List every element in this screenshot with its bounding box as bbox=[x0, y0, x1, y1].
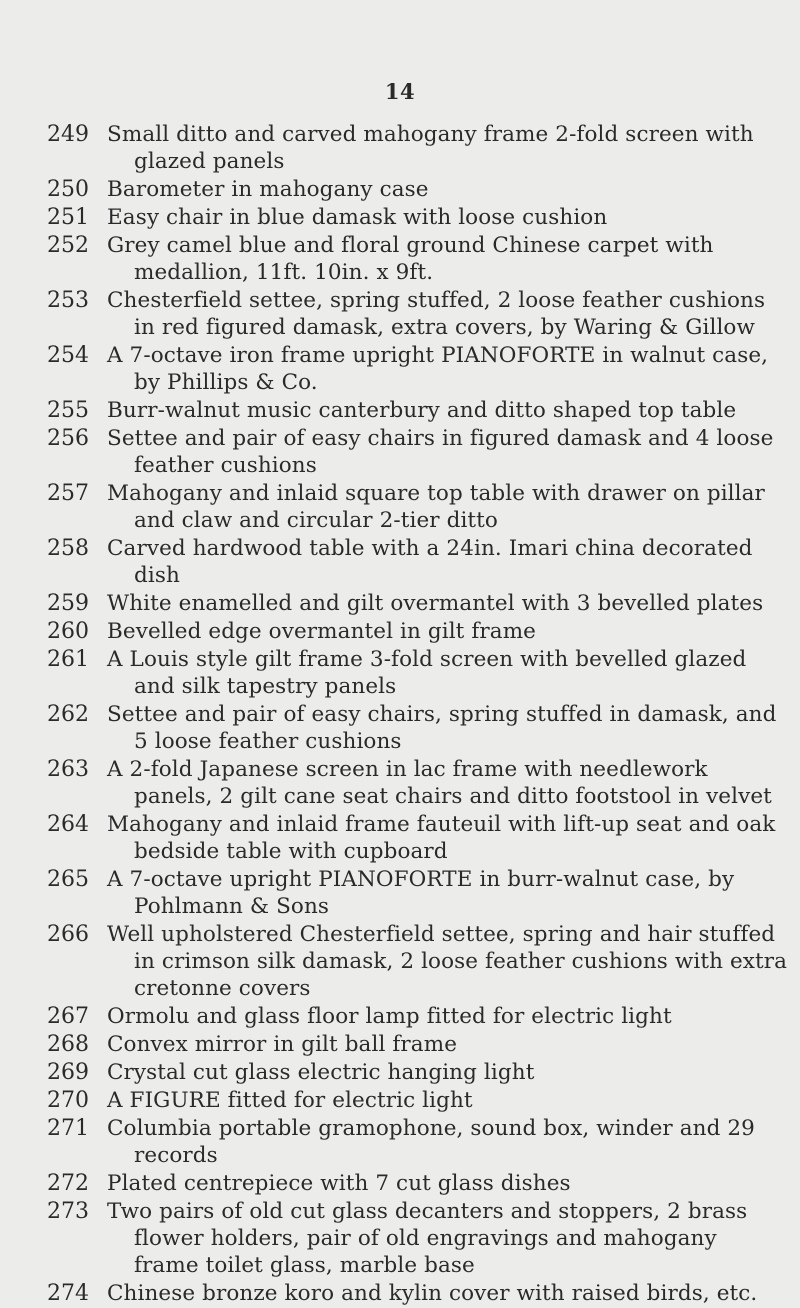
lot-description: Ormolu and glass floor lamp fitted for electric light bbox=[107, 1004, 672, 1029]
lot-description: Chesterfield settee, spring stuffed, 2 loose feather cushions in red figured damask, extra covers, by Waring & Gillow bbox=[107, 288, 766, 340]
lot-description: Plated centrepiece with 7 cut glass dishes bbox=[107, 1171, 571, 1196]
lot-description: White enamelled and gilt overmantel with 3 bevelled plates bbox=[107, 591, 764, 616]
lot-number: 251 bbox=[47, 205, 89, 230]
lot-description: Grey camel blue and floral ground Chinese carpet with medallion, 11ft. 10in. x 9ft. bbox=[107, 233, 714, 285]
lot-description: A FIGURE fitted for electric light bbox=[107, 1088, 473, 1113]
lot-entry bbox=[0, 342, 800, 396]
lot-entry bbox=[0, 425, 800, 479]
lot-number: 269 bbox=[47, 1060, 89, 1085]
lot-entry bbox=[0, 921, 800, 1002]
lot-entry bbox=[0, 1170, 800, 1197]
lot-entry bbox=[0, 590, 800, 617]
lot-number: 254 bbox=[47, 343, 89, 368]
lot-entry bbox=[0, 701, 800, 755]
lot-description: Two pairs of old cut glass decanters and stoppers, 2 brass flower holders, pair of old engravings and mahogany frame toilet glass, marble base bbox=[107, 1199, 748, 1278]
lot-entry bbox=[0, 232, 800, 286]
lot-number: 249 bbox=[47, 122, 89, 147]
lot-number: 257 bbox=[47, 481, 89, 506]
lot-entry bbox=[0, 204, 800, 231]
lot-description: A 2-fold Japanese screen in lac frame with needlework panels, 2 gilt cane seat chairs and ditto footstool in velvet bbox=[107, 757, 772, 809]
lot-description: Columbia portable gramophone, sound box, winder and 29 records bbox=[107, 1116, 755, 1168]
lot-description: Chinese bronze koro and kylin cover with raised birds, etc. bbox=[107, 1281, 758, 1306]
lot-entry bbox=[0, 1280, 800, 1307]
lot-entry bbox=[0, 397, 800, 424]
lot-description: Barometer in mahogany case bbox=[107, 177, 429, 202]
lot-description: Burr-walnut music canterbury and ditto shaped top table bbox=[107, 398, 737, 423]
lot-entry bbox=[0, 646, 800, 700]
lot-number: 268 bbox=[47, 1032, 89, 1057]
lot-number: 272 bbox=[47, 1171, 89, 1196]
lot-number: 274 bbox=[47, 1281, 89, 1306]
lot-description: Well upholstered Chesterfield settee, spring and hair stuffed in crimson silk damask, 2 loose feather cushions with extra cretonne covers bbox=[107, 922, 788, 1001]
lot-number: 255 bbox=[47, 398, 89, 423]
lot-entry bbox=[0, 1115, 800, 1169]
lot-number: 250 bbox=[47, 177, 89, 202]
lot-description: Carved hardwood table with a 24in. Imari china decorated dish bbox=[107, 536, 753, 588]
lot-description: Convex mirror in gilt ball frame bbox=[107, 1032, 458, 1057]
lot-number: 264 bbox=[47, 812, 89, 837]
lot-entry bbox=[0, 618, 800, 645]
lot-description: A 7-octave upright PIANOFORTE in burr-walnut case, by Pohlmann & Sons bbox=[107, 867, 735, 919]
lot-entry bbox=[0, 756, 800, 810]
lot-description: Easy chair in blue damask with loose cushion bbox=[107, 205, 608, 230]
lot-entry bbox=[0, 1003, 800, 1030]
lot-description: Bevelled edge overmantel in gilt frame bbox=[107, 619, 537, 644]
lot-number: 265 bbox=[47, 867, 89, 892]
lot-entry bbox=[0, 811, 800, 865]
lot-number: 256 bbox=[47, 426, 89, 451]
lot-number: 267 bbox=[47, 1004, 89, 1029]
lot-number: 263 bbox=[47, 757, 89, 782]
lot-number: 266 bbox=[47, 922, 89, 947]
lot-entry bbox=[0, 866, 800, 920]
lot-entry bbox=[0, 121, 800, 175]
lot-description: Mahogany and inlaid square top table with drawer on pillar and claw and circular 2-tier ditto bbox=[107, 481, 765, 533]
lot-entry bbox=[0, 287, 800, 341]
lot-entry bbox=[0, 1059, 800, 1086]
lot-description: Settee and pair of easy chairs in figured damask and 4 loose feather cushions bbox=[107, 426, 774, 478]
lot-entry bbox=[0, 1087, 800, 1114]
lot-number: 260 bbox=[47, 619, 89, 644]
lot-entry bbox=[0, 480, 800, 534]
lot-entry bbox=[0, 176, 800, 203]
lot-number: 270 bbox=[47, 1088, 89, 1113]
lot-description: Crystal cut glass electric hanging light bbox=[107, 1060, 535, 1085]
lot-number: 253 bbox=[47, 288, 89, 313]
lot-entry bbox=[0, 535, 800, 589]
lot-number: 262 bbox=[47, 702, 89, 727]
lot-number: 261 bbox=[47, 647, 89, 672]
lot-entry bbox=[0, 1031, 800, 1058]
lot-number: 252 bbox=[47, 233, 89, 258]
lot-description: Mahogany and inlaid frame fauteuil with lift-up seat and oak bedside table with cupboard bbox=[107, 812, 776, 864]
lot-number: 271 bbox=[47, 1116, 89, 1141]
lot-description: Settee and pair of easy chairs, spring stuffed in damask, and 5 loose feather cushions bbox=[107, 702, 777, 754]
lot-description: A 7-octave iron frame upright PIANOFORTE in walnut case, by Phillips & Co. bbox=[107, 343, 769, 395]
catalogue-lot-list bbox=[0, 121, 800, 1308]
lot-description: A Louis style gilt frame 3-fold screen with bevelled glazed and silk tapestry panels bbox=[107, 647, 747, 699]
page-number: 14 bbox=[384, 79, 416, 104]
lot-number: 258 bbox=[47, 536, 89, 561]
lot-description: Small ditto and carved mahogany frame 2-fold screen with glazed panels bbox=[107, 122, 754, 174]
lot-number: 273 bbox=[47, 1199, 89, 1224]
lot-entry bbox=[0, 1198, 800, 1279]
lot-number: 259 bbox=[47, 591, 89, 616]
